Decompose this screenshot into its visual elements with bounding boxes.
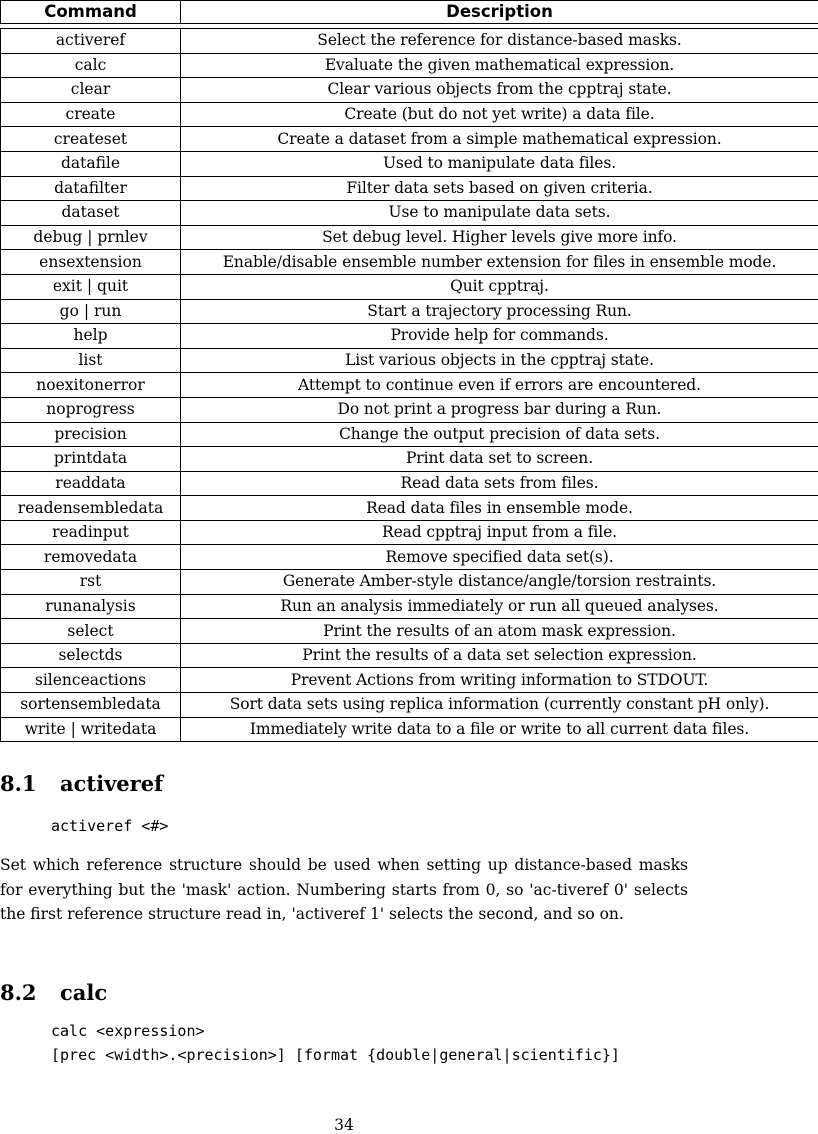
description-cell: Use to manipulate data sets. — [181, 201, 818, 226]
table-row — [1, 668, 818, 693]
table-row — [1, 717, 818, 742]
table-row — [1, 619, 818, 644]
header-command: Command — [1, 1, 181, 24]
command-cell: datafile — [1, 151, 181, 176]
command-cell: createset — [1, 127, 181, 152]
table-row — [1, 496, 818, 521]
table-body — [1, 24, 818, 742]
command-cell: debug | prnlev — [1, 225, 181, 250]
table-row — [1, 397, 818, 422]
description-cell: Do not print a progress bar during a Run. — [181, 397, 818, 422]
table-row — [1, 520, 818, 545]
table-row — [1, 299, 818, 324]
table-row — [1, 324, 818, 349]
description-cell: Provide help for commands. — [181, 324, 818, 349]
command-cell: printdata — [1, 447, 181, 472]
description-cell: Generate Amber-style distance/angle/torsion restraints. — [181, 570, 818, 595]
table-header-row — [1, 1, 818, 24]
table-row — [1, 373, 818, 398]
description-cell: Quit cpptraj. — [181, 274, 818, 299]
command-cell: noexitonerror — [1, 373, 181, 398]
paragraph-activeref: Set which reference structure should be used when setting up distance-based masks for everything but the 'mask' action. Numbering starts from 0, so 'ac-tiveref 0' selects the first reference structure read in, 'activeref 1' selects the second, and so on. — [0, 853, 688, 927]
command-cell: rst — [1, 570, 181, 595]
section-number: 8.1 — [0, 771, 60, 796]
description-cell: Run an analysis immediately or run all queued analyses. — [181, 594, 818, 619]
command-cell: readinput — [1, 520, 181, 545]
table-row — [1, 29, 818, 54]
table-row — [1, 274, 818, 299]
description-cell: Print the results of a data set selection expression. — [181, 643, 818, 668]
description-cell: Prevent Actions from writing information to STDOUT. — [181, 668, 818, 693]
description-cell: Select the reference for distance-based masks. — [181, 29, 818, 54]
command-cell: activeref — [1, 29, 181, 54]
command-cell: go | run — [1, 299, 181, 324]
table-row — [1, 102, 818, 127]
description-cell: Immediately write data to a file or write to all current data files. — [181, 717, 818, 742]
table-row — [1, 78, 818, 103]
command-cell: readensembledata — [1, 496, 181, 521]
table-row — [1, 447, 818, 472]
description-cell: Read cpptraj input from a file. — [181, 520, 818, 545]
table-row — [1, 201, 818, 226]
section-heading-activeref — [0, 771, 163, 796]
table-row — [1, 127, 818, 152]
table-row — [1, 422, 818, 447]
description-cell: Read data files in ensemble mode. — [181, 496, 818, 521]
section-heading-calc — [0, 980, 107, 1005]
section-title: activeref — [60, 771, 163, 796]
page-number: 34 — [0, 1116, 688, 1134]
table-row — [1, 53, 818, 78]
description-cell: Used to manipulate data files. — [181, 151, 818, 176]
description-cell: Attempt to continue even if errors are encountered. — [181, 373, 818, 398]
command-cell: datafilter — [1, 176, 181, 201]
description-cell: Set debug level. Higher levels give more info. — [181, 225, 818, 250]
command-cell: select — [1, 619, 181, 644]
description-cell: Start a trajectory processing Run. — [181, 299, 818, 324]
description-cell: Create (but do not yet write) a data file. — [181, 102, 818, 127]
command-cell: sortensembledata — [1, 693, 181, 718]
description-cell: Remove specified data set(s). — [181, 545, 818, 570]
command-cell: removedata — [1, 545, 181, 570]
command-cell: write | writedata — [1, 717, 181, 742]
code-calc-usage-line2: [prec <width>.<precision>] [format {double|general|scientific}] — [51, 1043, 620, 1067]
command-cell: clear — [1, 78, 181, 103]
table-row — [1, 545, 818, 570]
command-cell: help — [1, 324, 181, 349]
table-row — [1, 250, 818, 275]
section-number: 8.2 — [0, 980, 60, 1005]
description-cell: List various objects in the cpptraj state. — [181, 348, 818, 373]
code-calc-usage-line1: calc <expression> — [51, 1019, 205, 1043]
command-cell: noprogress — [1, 397, 181, 422]
description-cell: Print data set to screen. — [181, 447, 818, 472]
command-cell: readdata — [1, 471, 181, 496]
description-cell: Filter data sets based on given criteria. — [181, 176, 818, 201]
command-cell: selectds — [1, 643, 181, 668]
table-row — [1, 348, 818, 373]
table-row — [1, 594, 818, 619]
command-cell: exit | quit — [1, 274, 181, 299]
table-row — [1, 225, 818, 250]
description-cell: Evaluate the given mathematical expression. — [181, 53, 818, 78]
table-row — [1, 643, 818, 668]
table-row — [1, 151, 818, 176]
command-cell: runanalysis — [1, 594, 181, 619]
table-row — [1, 176, 818, 201]
table-row — [1, 693, 818, 718]
command-cell: dataset — [1, 201, 181, 226]
section-title: calc — [60, 980, 107, 1005]
table-row — [1, 471, 818, 496]
command-cell: calc — [1, 53, 181, 78]
command-cell: list — [1, 348, 181, 373]
description-cell: Clear various objects from the cpptraj state. — [181, 78, 818, 103]
command-cell: create — [1, 102, 181, 127]
header-description: Description — [181, 1, 818, 24]
description-cell: Read data sets from files. — [181, 471, 818, 496]
description-cell: Create a dataset from a simple mathematical expression. — [181, 127, 818, 152]
description-cell: Sort data sets using replica information (currently constant pH only). — [181, 693, 818, 718]
command-cell: precision — [1, 422, 181, 447]
code-activeref-usage: activeref <#> — [51, 814, 168, 838]
description-cell: Print the results of an atom mask expression. — [181, 619, 818, 644]
description-cell: Change the output precision of data sets. — [181, 422, 818, 447]
description-cell: Enable/disable ensemble number extension for files in ensemble mode. — [181, 250, 818, 275]
command-cell: silenceactions — [1, 668, 181, 693]
command-cell: ensextension — [1, 250, 181, 275]
table-row — [1, 570, 818, 595]
